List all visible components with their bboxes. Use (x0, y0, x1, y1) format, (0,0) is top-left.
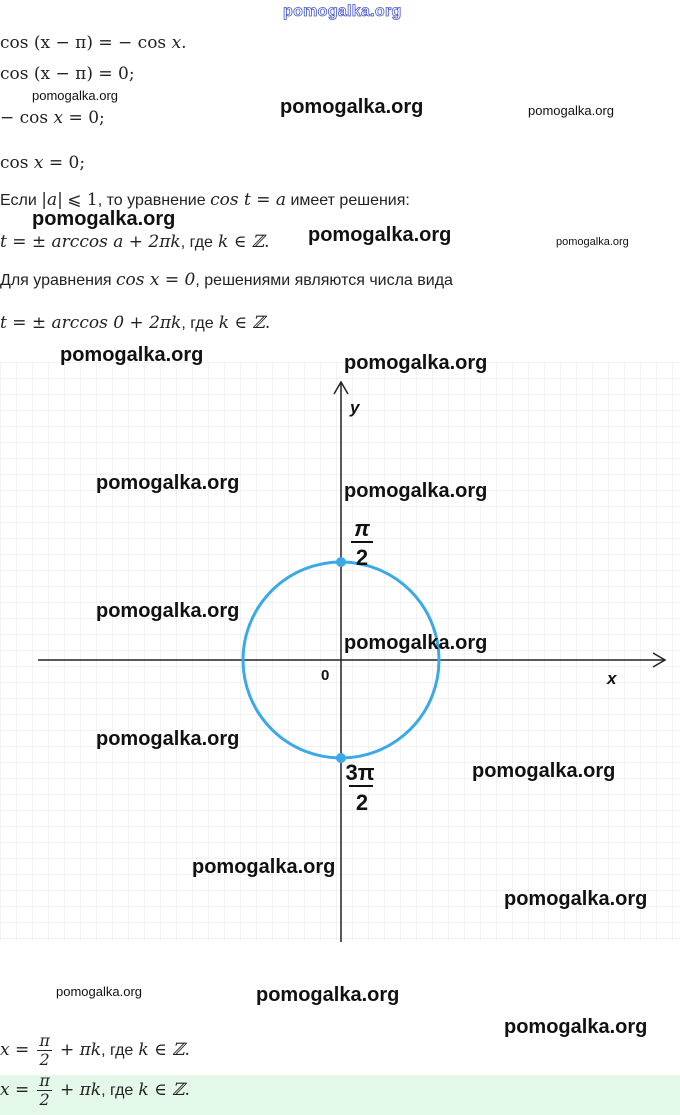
where-text: , где (180, 234, 213, 251)
x-axis-label: x (607, 669, 617, 688)
period: . (184, 1040, 190, 1060)
text-post: имеет решения: (290, 192, 410, 209)
cos-term: − cos (0, 108, 49, 128)
cos-term: cos (0, 33, 29, 53)
condition-text (0, 190, 410, 210)
answer-line-1 (0, 1033, 190, 1068)
particular-solution (0, 313, 270, 333)
k-set: k ∈ ℤ (138, 1080, 185, 1100)
formula: t = ± arccos a + 2πk (0, 232, 181, 252)
condition: ⩽ 1 (67, 190, 98, 210)
watermark: pomogalka.org (504, 888, 648, 910)
cos-term: cos (0, 153, 29, 173)
watermark: pomogalka.org (256, 984, 400, 1006)
period: . (264, 313, 271, 333)
watermark: pomogalka.org (504, 1016, 648, 1038)
watermark: pomogalka.org (56, 984, 142, 999)
site-link[interactable]: pomogalka.org (283, 3, 402, 20)
where-text: , где (181, 315, 214, 332)
period: . (264, 232, 270, 252)
equation: cos x = 0 (116, 270, 196, 290)
watermark: pomogalka.org (528, 103, 614, 118)
where-text: , где (101, 1042, 134, 1059)
abs-a: |a| (41, 190, 63, 210)
label-pi-den: 2 (355, 545, 369, 570)
text-mid: , то уравнение (97, 192, 206, 209)
watermark: pomogalka.org (96, 728, 240, 750)
expr: (x − π) = 0; (33, 64, 135, 84)
cos-term: cos (0, 64, 29, 84)
text-pre: Для уравнения (0, 272, 112, 289)
denominator: 2 (39, 1090, 50, 1109)
watermark: pomogalka.org (344, 480, 488, 502)
watermark: pomogalka.org (32, 208, 176, 230)
equation-line-1 (0, 33, 187, 53)
var: x (33, 153, 44, 173)
denominator: 2 (39, 1050, 50, 1069)
var: x (53, 108, 64, 128)
watermark: pomogalka.org (60, 344, 204, 366)
text-post: , решениями являются числа вида (195, 272, 453, 289)
watermark: pomogalka.org (308, 224, 452, 246)
watermark: pomogalka.org (556, 236, 629, 248)
label-3pi-num: 3π (345, 760, 375, 785)
term: + πk (59, 1040, 102, 1060)
where-text: , где (101, 1082, 134, 1099)
label-pi-num: π (354, 516, 370, 541)
equation-line-4 (0, 153, 85, 173)
k-set: k ∈ ℤ (138, 1040, 185, 1060)
lhs: x = (0, 1040, 30, 1060)
general-solution (0, 232, 270, 252)
watermark: pomogalka.org (344, 632, 488, 654)
point-pi-over-2 (336, 557, 346, 567)
numerator: π (39, 1071, 50, 1090)
equation-line-3 (0, 108, 105, 128)
watermark: pomogalka.org (344, 352, 488, 374)
numerator: π (39, 1031, 50, 1050)
unit-circle-diagram (0, 362, 680, 942)
intro-text (0, 270, 453, 290)
watermark: pomogalka.org (472, 760, 616, 782)
label-3pi-den: 2 (355, 790, 369, 815)
period: . (181, 33, 187, 53)
equation: cos t = a (210, 190, 286, 210)
watermark: pomogalka.org (192, 856, 336, 878)
formula: t = ± arccos 0 + 2πk (0, 313, 182, 333)
y-axis-label: y (350, 398, 360, 417)
k-set: k ∈ ℤ (218, 313, 265, 333)
watermark: pomogalka.org (280, 96, 424, 118)
answer-line-2 (0, 1073, 190, 1108)
expr: = 0; (48, 153, 86, 173)
expr: (x − π) = − cos (33, 33, 167, 53)
grid-background (0, 362, 680, 940)
period: . (184, 1080, 190, 1100)
fraction (37, 1033, 52, 1068)
var: x (171, 33, 182, 53)
equation-line-2 (0, 64, 135, 84)
expr: = 0; (68, 108, 105, 128)
watermark: pomogalka.org (96, 600, 240, 622)
watermark: pomogalka.org (96, 472, 240, 494)
fraction (37, 1073, 52, 1108)
k-set: k ∈ ℤ (218, 232, 265, 252)
term: + πk (59, 1080, 102, 1100)
origin-label: 0 (321, 667, 330, 684)
lhs: x = (0, 1080, 30, 1100)
watermark: pomogalka.org (32, 88, 118, 103)
text-pre: Если (0, 192, 37, 209)
